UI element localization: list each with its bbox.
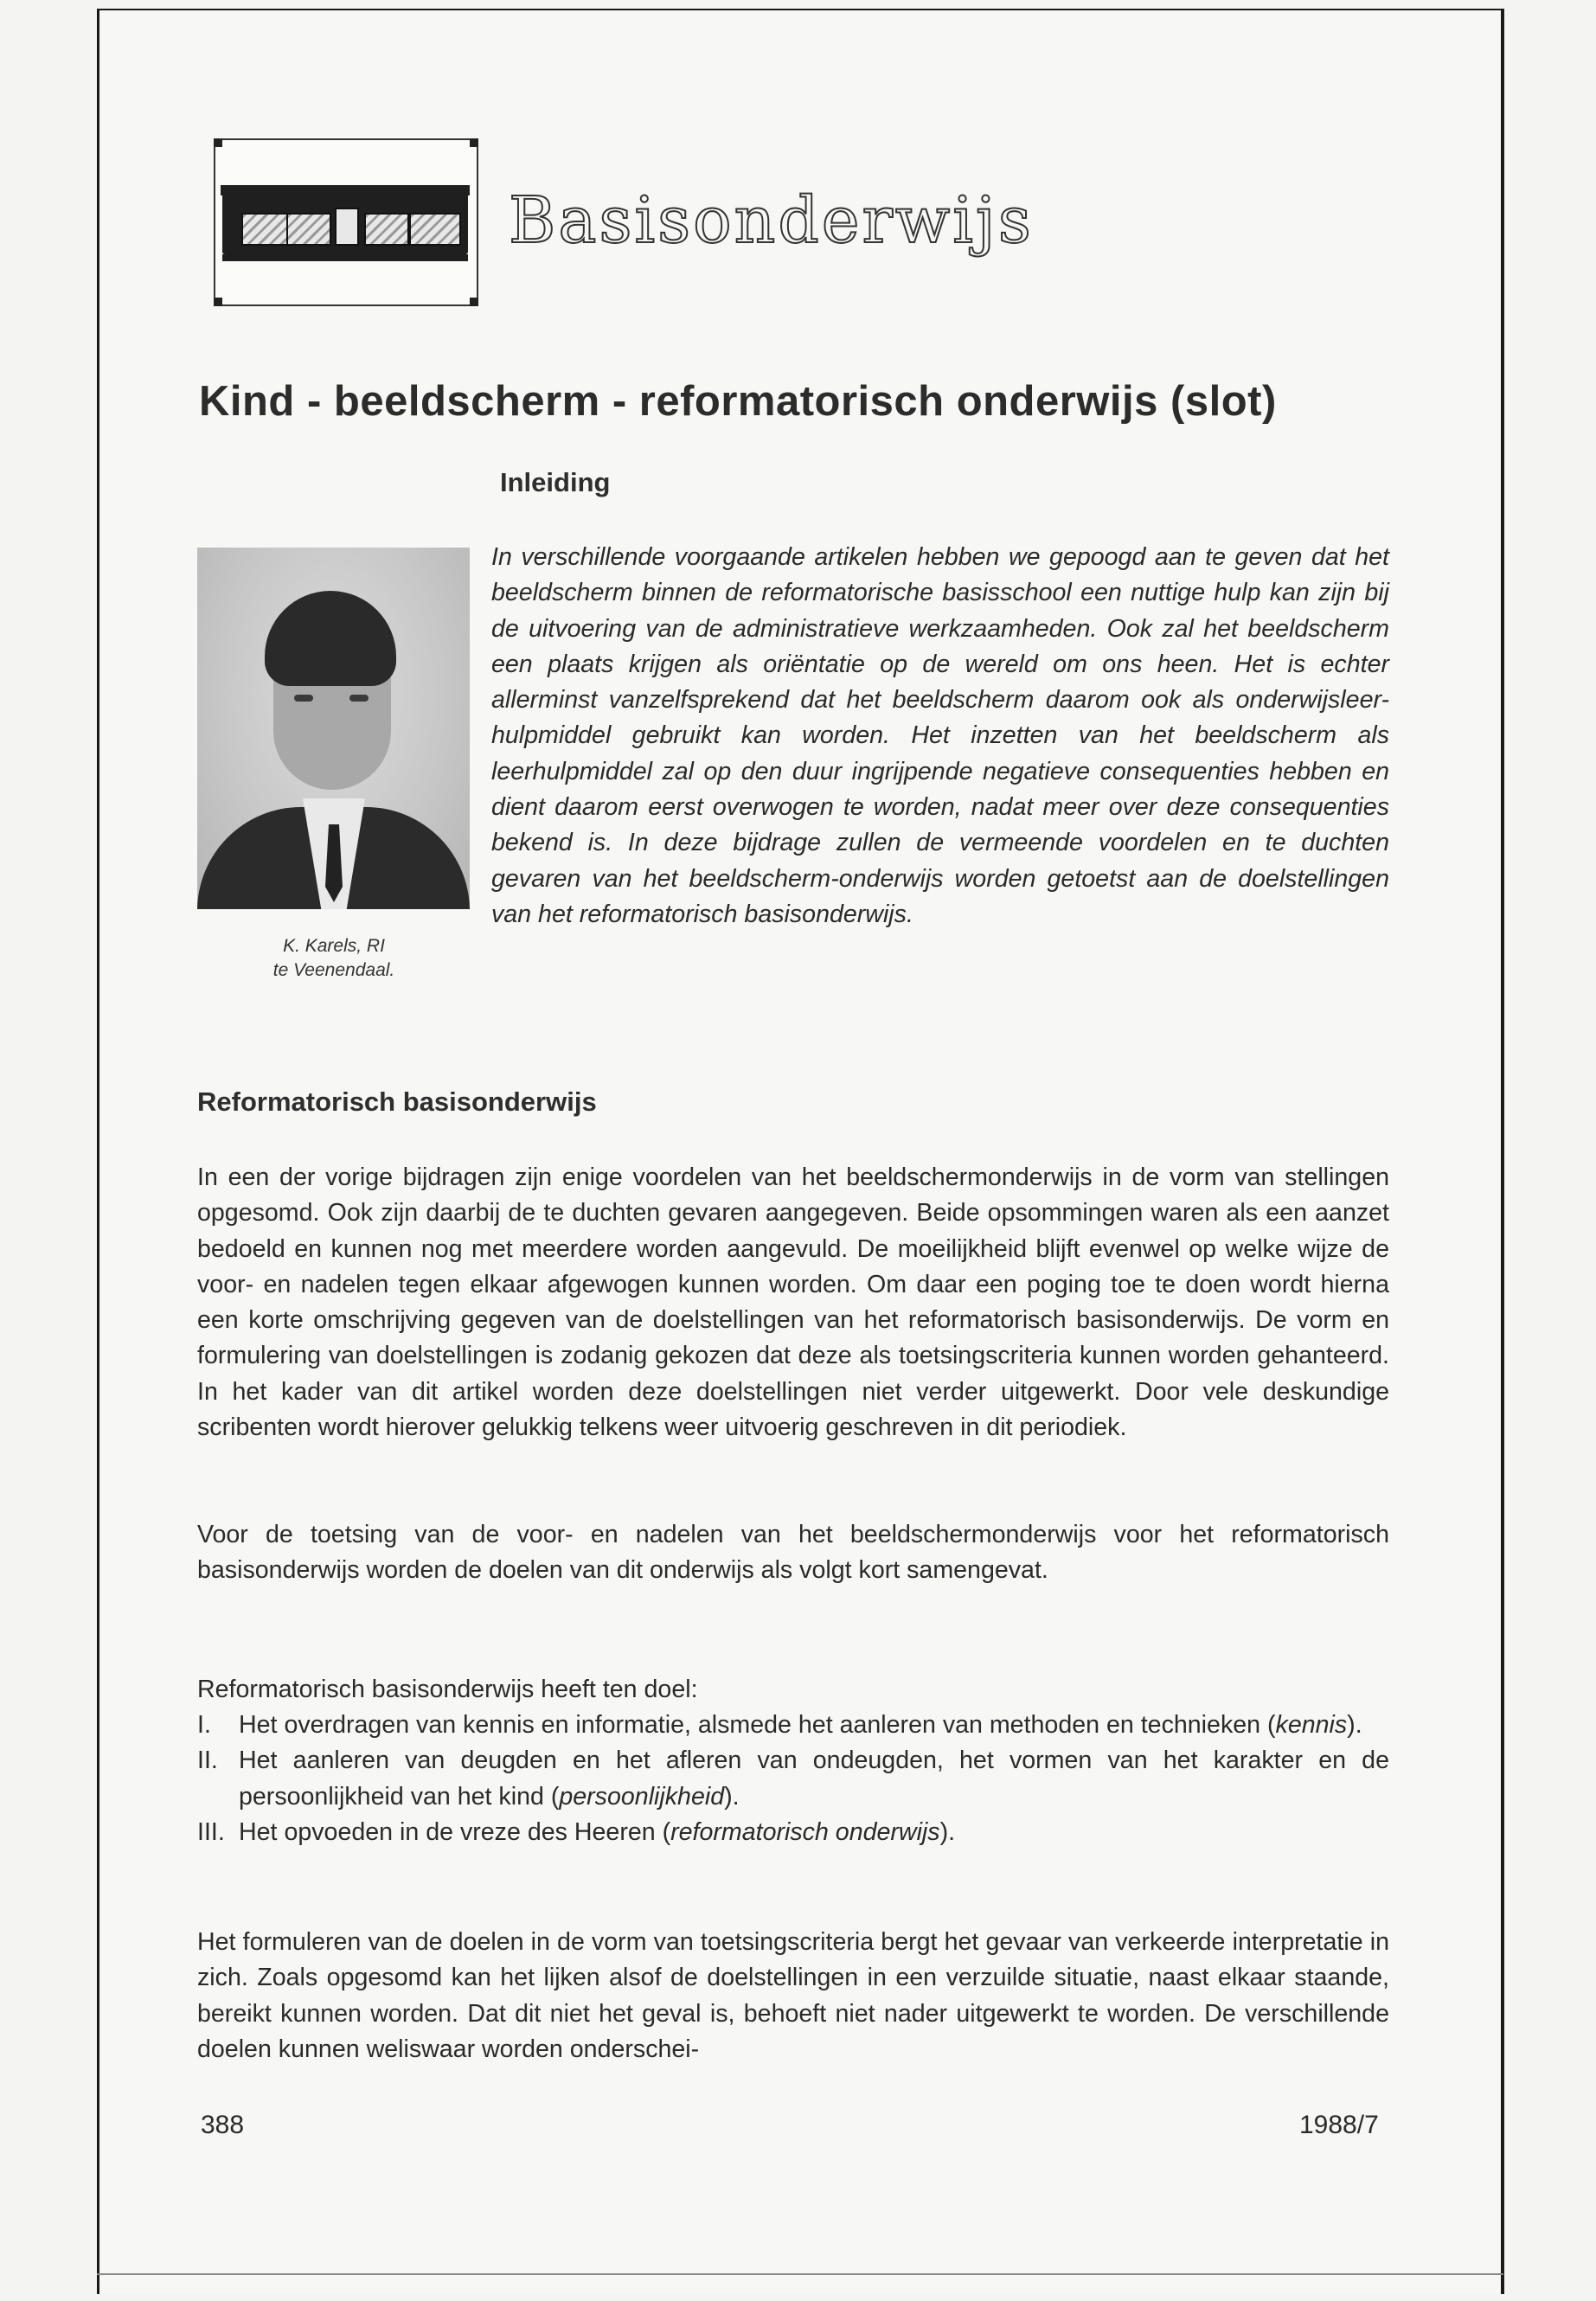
intro-heading: Inleiding: [500, 467, 611, 497]
goals-intro: Reformatorisch basisonderwijs heeft ten doel:: [197, 1676, 698, 1703]
paragraph-1: In een der vorige bijdragen zijn enige voordelen van het beeldschermonderwijs in de vorm van stellingen opgesomd. Ook zijn daarbij de te duchten gevaren aangegeven. Beide opsommingen waren als een aanzet bedoeld en kunnen nog met meerdere worden aangevuld. De moeilijkheid blijft evenwel op welke wijze de voor- en nadelen tegen elkaar afgewogen kunnen worden. Om daar een poging toe te doen wordt hierna een korte omschrijving gegeven van de doelstellingen van het reformatorisch basisonderwijs. De vorm en formulering van doelstellingen is zodanig gekozen dat deze als toetsingscriteria kunnen worden gehanteerd. In het kader van dit artikel worden deze doelstellingen niet verder uitgewerkt. Door vele deskundige scribenten wordt hierover gelukkig telkens weer uitvoerig geschreven in dit periodiek.: [197, 1163, 1389, 1442]
body-heading: Reformatorisch basisonderwijs: [197, 1086, 597, 1117]
goal-tag: persoonlijkheid: [559, 1782, 725, 1811]
school-building-icon: [222, 194, 468, 254]
author-name: K. Karels, RI: [283, 936, 385, 956]
author-location: te Veenendaal.: [272, 960, 395, 980]
goal-tag: reformatorisch onderwijs: [670, 1817, 940, 1846]
section-title: Basisonderwijs: [509, 183, 1034, 258]
paragraph-2: Voor de toetsing van de voor- en nadelen van het beeldschermonderwijs voor het reformatorisch basisonderwijs worden de doelen van dit onderwijs als volgt kort samengevat.: [197, 1521, 1389, 1585]
article-title: Kind - beeldscherm - reformatorisch onderwijs (slot): [199, 378, 1277, 425]
issue-number: 1988/7: [1299, 2111, 1379, 2139]
goal-item: I. Het overdragen van kennis en informatie, alsmede het aanleren van methoden en technieken (kennis).: [197, 1711, 1362, 1739]
page-number: 388: [201, 2111, 245, 2139]
goal-tag: kennis: [1275, 1711, 1348, 1739]
page-bottom-edge: [97, 2273, 1503, 2275]
goals-list: [197, 1708, 1389, 1850]
author-photo: [197, 548, 470, 909]
intro-paragraph: In verschillende voorgaande artikelen hebben we gepoogd aan te geven dat het beeldscherm binnen de reformatorische basisschool een nuttige hulp kan zijn bij de uitvoering van de administratieve werkzaamheden. Ook zal het beeldscherm een plaats krijgen als oriëntatie op de wereld om ons heen. Het is echter allerminst vanzelfsprekend dat het beeldscherm daarom ook als onderwijsleer-hulpmiddel gebruikt kan worden. Het inzetten van het beeldscherm als leerhulpmiddel zal op den duur ingrijpende negatieve consequenties hebben en dient daarom eerst overwogen te worden, nadat meer over deze consequenties bekend is. In deze bijdrage zullen de vermeende voordelen en te duchten gevaren van het beeldscherm-onderwijs worden getoetst aan de doelstellingen van het reformatorisch basisonderwijs.: [491, 543, 1389, 928]
goal-item: III. Het opvoeden in de vreze des Heeren (reformatorisch onderwijs).: [197, 1817, 956, 1846]
author-caption: [204, 934, 464, 983]
paragraph-4: Het formuleren van de doelen in de vorm van toetsingscriteria bergt het gevaar van verkeerde interpretatie in zich. Zoals opgesomd kan het lijken alsof de doelstellingen in een verzuilde situatie, naast elkaar staande, bereikt kunnen worden. Dat dit niet het geval is, behoeft niet nader uitgewerkt te worden. De verschillende doelen kunnen weliswaar worden onderschei-: [197, 1928, 1389, 2063]
goal-item: II. Het aanleren van deugden en het afleren van ondeugden, het vormen van het karakter en de persoonlijkheid van het kind (persoonlijkheid).: [197, 1747, 1389, 1811]
section-logo: [214, 138, 478, 306]
